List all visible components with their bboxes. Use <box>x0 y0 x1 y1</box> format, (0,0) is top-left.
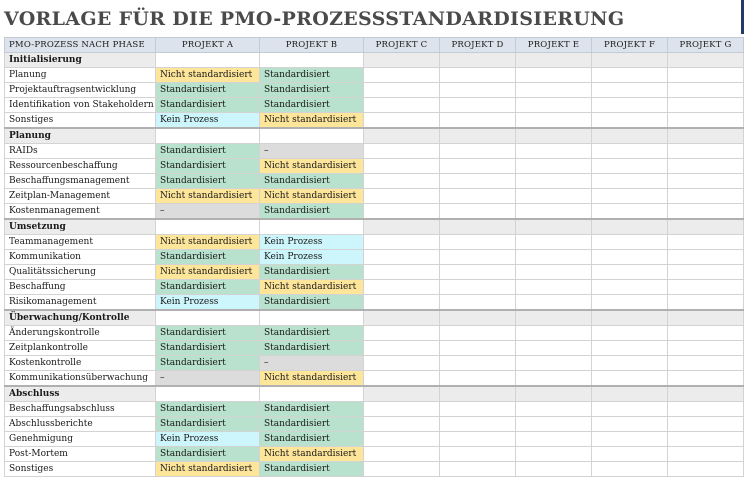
phase-row <box>5 128 744 144</box>
phase-cell[interactable] <box>668 128 744 144</box>
empty-cell[interactable] <box>592 144 668 159</box>
phase-cell[interactable] <box>592 219 668 235</box>
status-cell-projekt-a[interactable]: Standardisiert <box>156 356 260 371</box>
status-cell-projekt-b[interactable]: Standardisiert <box>260 432 364 447</box>
phase-cell[interactable] <box>516 310 592 326</box>
process-label[interactable]: Projektauftragsentwicklung <box>5 83 156 98</box>
process-label[interactable]: Beschaffungsmanagement <box>5 174 156 189</box>
empty-cell[interactable] <box>668 341 744 356</box>
column-header[interactable]: PROJEKT A <box>156 38 260 53</box>
status-cell-projekt-a[interactable]: Standardisiert <box>156 98 260 113</box>
empty-cell[interactable] <box>668 174 744 189</box>
phase-cell[interactable] <box>364 386 440 402</box>
phase-row <box>5 53 744 68</box>
process-label[interactable]: Beschaffungsabschluss <box>5 402 156 417</box>
phase-cell[interactable] <box>156 128 260 144</box>
phase-cell[interactable] <box>592 128 668 144</box>
phase-cell[interactable] <box>440 219 516 235</box>
empty-cell[interactable] <box>440 265 516 280</box>
empty-cell[interactable] <box>592 68 668 83</box>
status-cell-projekt-b[interactable]: – <box>260 356 364 371</box>
process-label[interactable]: Risikomanagement <box>5 295 156 311</box>
empty-cell[interactable] <box>440 417 516 432</box>
phase-label[interactable]: Überwachung/Kontrolle <box>5 310 156 326</box>
status-cell-projekt-b[interactable]: Standardisiert <box>260 326 364 341</box>
phase-cell[interactable] <box>440 386 516 402</box>
status-cell-projekt-b[interactable]: Standardisiert <box>260 462 364 477</box>
phase-cell[interactable] <box>516 386 592 402</box>
process-label[interactable]: Änderungskontrolle <box>5 326 156 341</box>
phase-cell[interactable] <box>440 128 516 144</box>
table-row <box>5 462 744 477</box>
empty-cell[interactable] <box>440 83 516 98</box>
empty-cell[interactable] <box>440 295 516 311</box>
empty-cell[interactable] <box>668 144 744 159</box>
accent-bar <box>741 0 744 34</box>
empty-cell[interactable] <box>592 356 668 371</box>
status-cell-projekt-a[interactable]: Standardisiert <box>156 174 260 189</box>
status-cell-projekt-a[interactable]: Nicht standardisiert <box>156 462 260 477</box>
empty-cell[interactable] <box>668 371 744 387</box>
empty-cell[interactable] <box>364 98 440 113</box>
status-cell-projekt-a[interactable]: Standardisiert <box>156 341 260 356</box>
phase-cell[interactable] <box>592 386 668 402</box>
status-cell-projekt-b[interactable]: Standardisiert <box>260 265 364 280</box>
empty-cell[interactable] <box>440 280 516 295</box>
empty-cell[interactable] <box>440 159 516 174</box>
empty-cell[interactable] <box>592 235 668 250</box>
phase-cell[interactable] <box>260 128 364 144</box>
empty-cell[interactable] <box>364 265 440 280</box>
empty-cell[interactable] <box>668 447 744 462</box>
page-title: VORLAGE FÜR DIE PMO-PROZESSSTANDARDISIERUNG <box>4 8 625 30</box>
process-label[interactable]: Planung <box>5 68 156 83</box>
process-label[interactable]: Ressourcenbeschaffung <box>5 159 156 174</box>
empty-cell[interactable] <box>516 417 592 432</box>
status-cell-projekt-b[interactable]: Standardisiert <box>260 174 364 189</box>
table-row <box>5 235 744 250</box>
phase-cell[interactable] <box>364 128 440 144</box>
table-row <box>5 113 744 129</box>
status-cell-projekt-a[interactable]: Nicht standardisiert <box>156 235 260 250</box>
status-cell-projekt-b[interactable]: Standardisiert <box>260 402 364 417</box>
phase-cell[interactable] <box>260 219 364 235</box>
status-cell-projekt-b[interactable]: Standardisiert <box>260 295 364 311</box>
empty-cell[interactable] <box>668 98 744 113</box>
empty-cell[interactable] <box>668 295 744 311</box>
phase-cell[interactable] <box>668 386 744 402</box>
table-row <box>5 356 744 371</box>
empty-cell[interactable] <box>440 68 516 83</box>
empty-cell[interactable] <box>592 326 668 341</box>
empty-cell[interactable] <box>364 144 440 159</box>
status-cell-projekt-a[interactable]: – <box>156 204 260 220</box>
empty-cell[interactable] <box>364 371 440 387</box>
empty-cell[interactable] <box>440 402 516 417</box>
process-label[interactable]: Kommunikationsüberwachung <box>5 371 156 387</box>
phase-row <box>5 310 744 326</box>
column-header[interactable]: PROJEKT E <box>516 38 592 53</box>
status-cell-projekt-a[interactable]: Standardisiert <box>156 402 260 417</box>
phase-cell[interactable] <box>260 53 364 68</box>
table-row <box>5 174 744 189</box>
status-cell-projekt-a[interactable]: Standardisiert <box>156 83 260 98</box>
empty-cell[interactable] <box>516 371 592 387</box>
status-cell-projekt-b[interactable]: Standardisiert <box>260 83 364 98</box>
empty-cell[interactable] <box>516 83 592 98</box>
empty-cell[interactable] <box>440 341 516 356</box>
empty-cell[interactable] <box>592 417 668 432</box>
process-label[interactable]: Kostenkontrolle <box>5 356 156 371</box>
phase-cell[interactable] <box>156 53 260 68</box>
empty-cell[interactable] <box>668 189 744 204</box>
table-row <box>5 280 744 295</box>
phase-cell[interactable] <box>516 53 592 68</box>
phase-row <box>5 219 744 235</box>
empty-cell[interactable] <box>440 204 516 220</box>
empty-cell[interactable] <box>592 98 668 113</box>
status-cell-projekt-b[interactable]: Nicht standardisiert <box>260 371 364 387</box>
empty-cell[interactable] <box>440 98 516 113</box>
process-label[interactable]: Abschlussberichte <box>5 417 156 432</box>
table-row <box>5 144 744 159</box>
phase-label[interactable]: Abschluss <box>5 386 156 402</box>
phase-cell[interactable] <box>592 53 668 68</box>
empty-cell[interactable] <box>592 250 668 265</box>
status-cell-projekt-b[interactable]: Kein Prozess <box>260 235 364 250</box>
empty-cell[interactable] <box>364 159 440 174</box>
table-row <box>5 371 744 387</box>
status-cell-projekt-b[interactable]: Nicht standardisiert <box>260 189 364 204</box>
empty-cell[interactable] <box>668 402 744 417</box>
empty-cell[interactable] <box>668 356 744 371</box>
table-row <box>5 159 744 174</box>
process-label[interactable]: Qualitätssicherung <box>5 265 156 280</box>
empty-cell[interactable] <box>516 447 592 462</box>
table-row <box>5 432 744 447</box>
status-cell-projekt-a[interactable]: Kein Prozess <box>156 432 260 447</box>
empty-cell[interactable] <box>440 235 516 250</box>
phase-label[interactable]: Umsetzung <box>5 219 156 235</box>
phase-cell[interactable] <box>440 310 516 326</box>
status-cell-projekt-a[interactable]: Standardisiert <box>156 280 260 295</box>
table-row <box>5 250 744 265</box>
empty-cell[interactable] <box>364 295 440 311</box>
status-cell-projekt-b[interactable]: Nicht standardisiert <box>260 447 364 462</box>
phase-label[interactable]: Initialisierung <box>5 53 156 68</box>
empty-cell[interactable] <box>440 189 516 204</box>
empty-cell[interactable] <box>668 204 744 220</box>
empty-cell[interactable] <box>516 432 592 447</box>
table-row <box>5 417 744 432</box>
process-label[interactable]: Genehmigung <box>5 432 156 447</box>
status-cell-projekt-a[interactable]: Nicht standardisiert <box>156 68 260 83</box>
empty-cell[interactable] <box>364 68 440 83</box>
empty-cell[interactable] <box>440 113 516 129</box>
empty-cell[interactable] <box>364 235 440 250</box>
empty-cell[interactable] <box>440 326 516 341</box>
empty-cell[interactable] <box>668 235 744 250</box>
empty-cell[interactable] <box>668 83 744 98</box>
empty-cell[interactable] <box>592 189 668 204</box>
table-row <box>5 402 744 417</box>
phase-cell[interactable] <box>668 53 744 68</box>
empty-cell[interactable] <box>440 447 516 462</box>
status-cell-projekt-b[interactable]: Nicht standardisiert <box>260 159 364 174</box>
empty-cell[interactable] <box>592 159 668 174</box>
empty-cell[interactable] <box>364 280 440 295</box>
status-cell-projekt-b[interactable]: Standardisiert <box>260 204 364 220</box>
phase-label[interactable]: Planung <box>5 128 156 144</box>
empty-cell[interactable] <box>516 235 592 250</box>
empty-cell[interactable] <box>668 417 744 432</box>
empty-cell[interactable] <box>364 432 440 447</box>
phase-cell[interactable] <box>516 219 592 235</box>
empty-cell[interactable] <box>592 447 668 462</box>
empty-cell[interactable] <box>516 295 592 311</box>
empty-cell[interactable] <box>364 204 440 220</box>
status-cell-projekt-a[interactable]: Standardisiert <box>156 159 260 174</box>
empty-cell[interactable] <box>364 341 440 356</box>
empty-cell[interactable] <box>516 159 592 174</box>
status-cell-projekt-a[interactable]: Standardisiert <box>156 417 260 432</box>
status-cell-projekt-b[interactable]: Nicht standardisiert <box>260 113 364 129</box>
status-cell-projekt-a[interactable]: Standardisiert <box>156 144 260 159</box>
empty-cell[interactable] <box>592 371 668 387</box>
table-row <box>5 189 744 204</box>
empty-cell[interactable] <box>668 326 744 341</box>
table-row <box>5 98 744 113</box>
empty-cell[interactable] <box>440 356 516 371</box>
table-row <box>5 341 744 356</box>
empty-cell[interactable] <box>592 204 668 220</box>
phase-cell[interactable] <box>260 310 364 326</box>
process-label[interactable]: Sonstiges <box>5 113 156 129</box>
empty-cell[interactable] <box>440 174 516 189</box>
table-row <box>5 295 744 311</box>
process-label[interactable]: Teammanagement <box>5 235 156 250</box>
empty-cell[interactable] <box>516 68 592 83</box>
empty-cell[interactable] <box>516 144 592 159</box>
column-header[interactable]: PMO-PROZESS NACH PHASE <box>5 38 156 53</box>
empty-cell[interactable] <box>440 144 516 159</box>
empty-cell[interactable] <box>668 462 744 477</box>
column-header[interactable]: PROJEKT C <box>364 38 440 53</box>
table-row <box>5 265 744 280</box>
empty-cell[interactable] <box>516 265 592 280</box>
empty-cell[interactable] <box>592 432 668 447</box>
status-cell-projekt-a[interactable]: Standardisiert <box>156 447 260 462</box>
table-row <box>5 68 744 83</box>
empty-cell[interactable] <box>592 83 668 98</box>
process-label[interactable]: RAIDs <box>5 144 156 159</box>
status-cell-projekt-a[interactable]: – <box>156 371 260 387</box>
process-label[interactable]: Identifikation von Stakeholdern <box>5 98 156 113</box>
empty-cell[interactable] <box>364 83 440 98</box>
status-cell-projekt-a[interactable]: Standardisiert <box>156 326 260 341</box>
empty-cell[interactable] <box>592 265 668 280</box>
status-cell-projekt-b[interactable]: Kein Prozess <box>260 250 364 265</box>
empty-cell[interactable] <box>592 402 668 417</box>
column-header[interactable]: PROJEKT D <box>440 38 516 53</box>
empty-cell[interactable] <box>364 250 440 265</box>
empty-cell[interactable] <box>364 447 440 462</box>
process-label[interactable]: Kostenmanagement <box>5 204 156 220</box>
empty-cell[interactable] <box>668 432 744 447</box>
empty-cell[interactable] <box>364 174 440 189</box>
phase-cell[interactable] <box>440 53 516 68</box>
empty-cell[interactable] <box>516 326 592 341</box>
process-table <box>4 37 744 477</box>
empty-cell[interactable] <box>516 280 592 295</box>
empty-cell[interactable] <box>516 113 592 129</box>
phase-cell[interactable] <box>260 386 364 402</box>
table-row <box>5 204 744 220</box>
empty-cell[interactable] <box>668 68 744 83</box>
empty-cell[interactable] <box>516 204 592 220</box>
empty-cell[interactable] <box>516 189 592 204</box>
phase-cell[interactable] <box>668 310 744 326</box>
status-cell-projekt-a[interactable]: Kein Prozess <box>156 295 260 311</box>
empty-cell[interactable] <box>516 250 592 265</box>
status-cell-projekt-b[interactable]: – <box>260 144 364 159</box>
process-label[interactable]: Zeitplan-Management <box>5 189 156 204</box>
phase-cell[interactable] <box>592 310 668 326</box>
status-cell-projekt-b[interactable]: Standardisiert <box>260 98 364 113</box>
process-label[interactable]: Zeitplankontrolle <box>5 341 156 356</box>
status-cell-projekt-b[interactable]: Nicht standardisiert <box>260 280 364 295</box>
phase-cell[interactable] <box>156 219 260 235</box>
phase-cell[interactable] <box>668 219 744 235</box>
status-cell-projekt-b[interactable]: Standardisiert <box>260 417 364 432</box>
status-cell-projekt-a[interactable]: Nicht standardisiert <box>156 265 260 280</box>
process-label[interactable]: Kommunikation <box>5 250 156 265</box>
phase-cell[interactable] <box>156 386 260 402</box>
empty-cell[interactable] <box>364 417 440 432</box>
phase-cell[interactable] <box>364 310 440 326</box>
empty-cell[interactable] <box>516 174 592 189</box>
status-cell-projekt-a[interactable]: Nicht standardisiert <box>156 189 260 204</box>
empty-cell[interactable] <box>364 356 440 371</box>
empty-cell[interactable] <box>364 462 440 477</box>
empty-cell[interactable] <box>592 174 668 189</box>
phase-cell[interactable] <box>156 310 260 326</box>
empty-cell[interactable] <box>592 341 668 356</box>
empty-cell[interactable] <box>440 432 516 447</box>
empty-cell[interactable] <box>668 159 744 174</box>
empty-cell[interactable] <box>364 402 440 417</box>
empty-cell[interactable] <box>668 113 744 129</box>
empty-cell[interactable] <box>516 341 592 356</box>
table-row <box>5 83 744 98</box>
column-header[interactable]: PROJEKT B <box>260 38 364 53</box>
empty-cell[interactable] <box>592 280 668 295</box>
phase-cell[interactable] <box>364 53 440 68</box>
phase-cell[interactable] <box>364 219 440 235</box>
empty-cell[interactable] <box>440 371 516 387</box>
empty-cell[interactable] <box>516 402 592 417</box>
process-label[interactable]: Post-Mortem <box>5 447 156 462</box>
empty-cell[interactable] <box>592 295 668 311</box>
column-header[interactable]: PROJEKT G <box>668 38 744 53</box>
table-row <box>5 326 744 341</box>
empty-cell[interactable] <box>440 462 516 477</box>
empty-cell[interactable] <box>668 265 744 280</box>
status-cell-projekt-a[interactable]: Standardisiert <box>156 250 260 265</box>
process-label[interactable]: Beschaffung <box>5 280 156 295</box>
phase-row <box>5 386 744 402</box>
empty-cell[interactable] <box>364 113 440 129</box>
empty-cell[interactable] <box>592 113 668 129</box>
empty-cell[interactable] <box>364 189 440 204</box>
empty-cell[interactable] <box>592 462 668 477</box>
empty-cell[interactable] <box>668 250 744 265</box>
empty-cell[interactable] <box>364 326 440 341</box>
empty-cell[interactable] <box>516 462 592 477</box>
status-cell-projekt-b[interactable]: Standardisiert <box>260 341 364 356</box>
empty-cell[interactable] <box>516 98 592 113</box>
table-row <box>5 447 744 462</box>
empty-cell[interactable] <box>668 280 744 295</box>
empty-cell[interactable] <box>516 356 592 371</box>
empty-cell[interactable] <box>440 250 516 265</box>
process-label[interactable]: Sonstiges <box>5 462 156 477</box>
phase-cell[interactable] <box>516 128 592 144</box>
column-header[interactable]: PROJEKT F <box>592 38 668 53</box>
header-row <box>5 38 744 53</box>
status-cell-projekt-a[interactable]: Kein Prozess <box>156 113 260 129</box>
status-cell-projekt-b[interactable]: Standardisiert <box>260 68 364 83</box>
